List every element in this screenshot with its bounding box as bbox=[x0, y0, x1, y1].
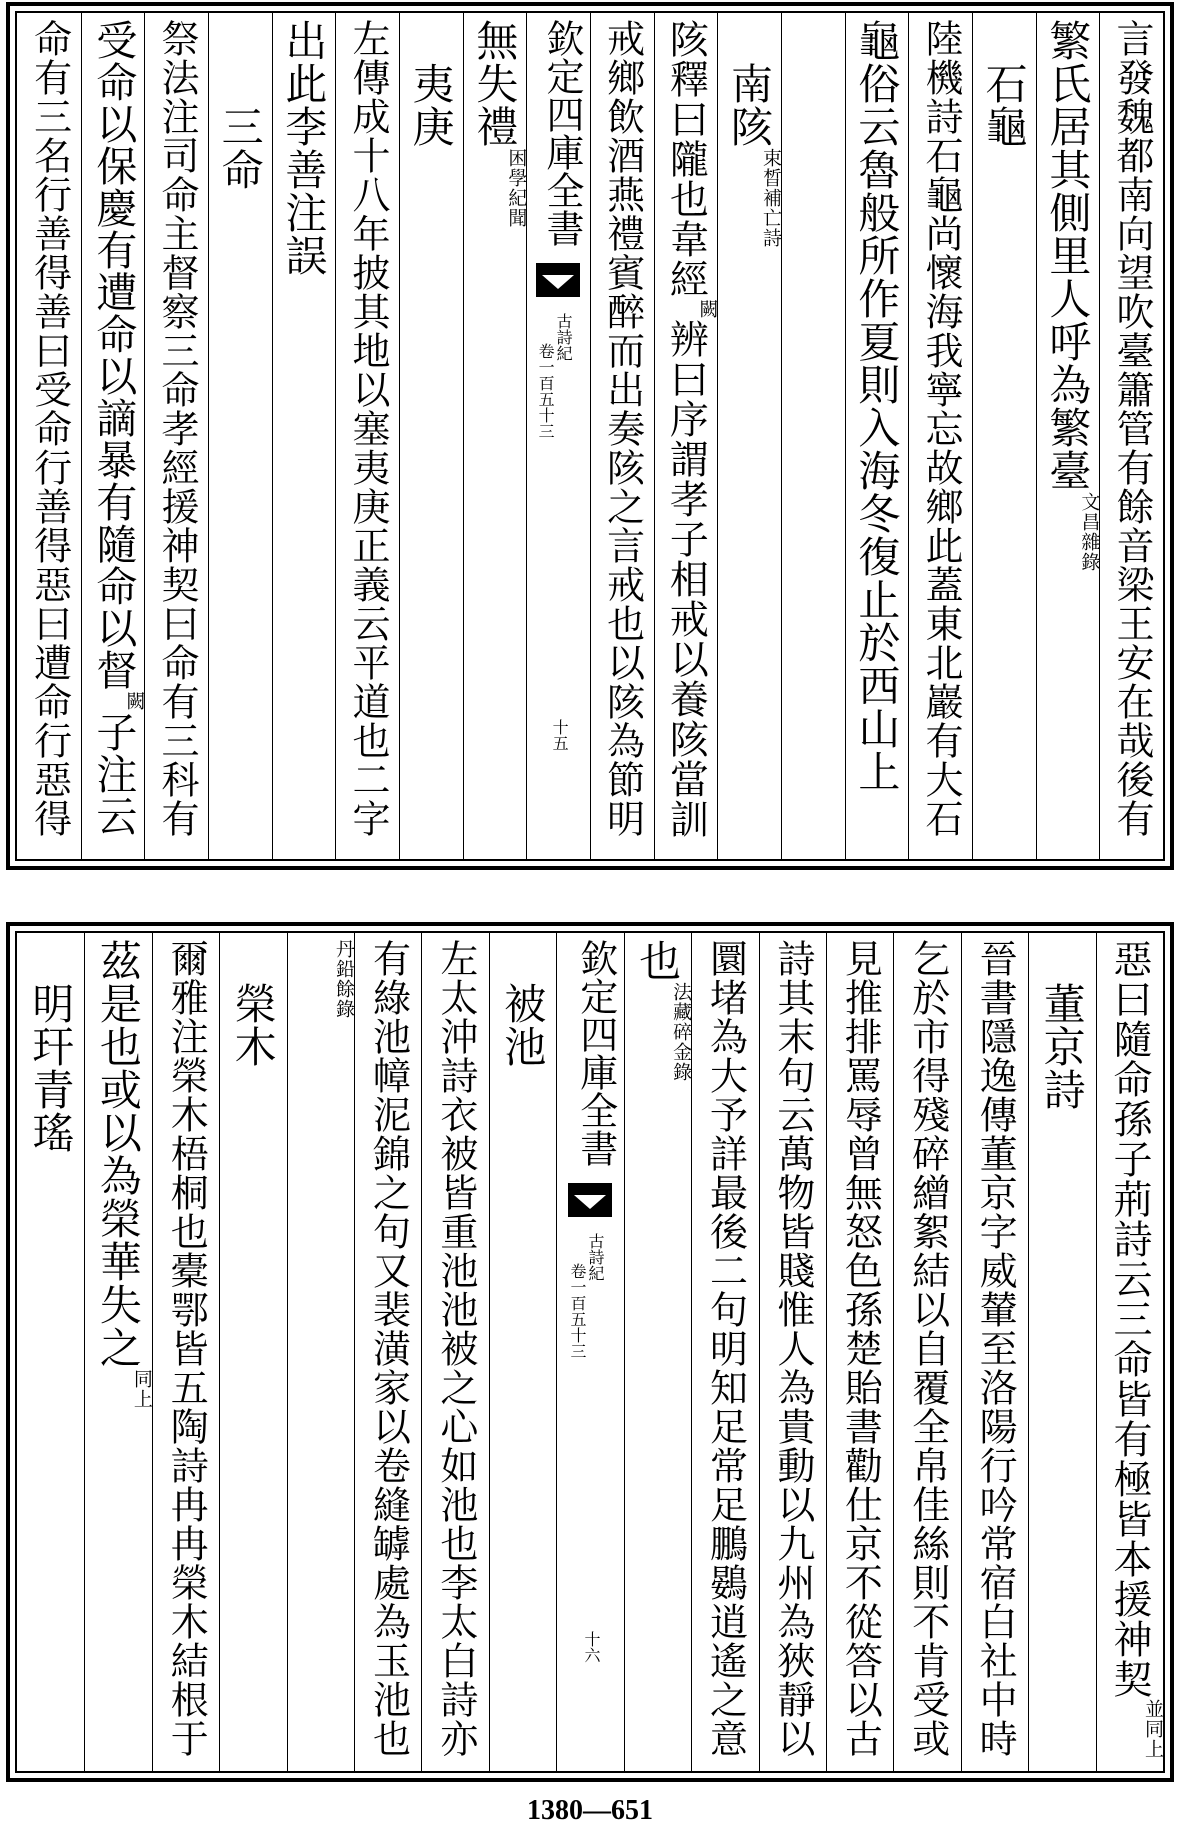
annotation-note: 丹鉛餘錄 bbox=[333, 939, 356, 1019]
column-rule bbox=[1036, 13, 1037, 859]
column-text: 繁氏居其側里人呼為繁臺 bbox=[1043, 19, 1093, 492]
column-text: 石龜 bbox=[979, 19, 1029, 148]
column-rule bbox=[624, 933, 625, 1771]
text-column bbox=[1028, 933, 1095, 1771]
annotation-note: 闕 bbox=[123, 691, 146, 711]
text-column bbox=[556, 933, 623, 1771]
column-text: 乞於市得殘碎繒絮結以自覆全帛佳絲則不肯受或 bbox=[905, 939, 950, 1758]
column-text: 詩其末句云萬物皆賤惟人為貴動以九州為狹靜以 bbox=[770, 939, 815, 1758]
leaf-number: 十六 bbox=[581, 1631, 601, 1663]
column-text-continued: 子注云 bbox=[89, 711, 138, 837]
text-column bbox=[17, 933, 84, 1771]
text-column bbox=[219, 933, 286, 1771]
text-column bbox=[972, 13, 1036, 859]
column-text: 陔釋曰隴也韋經 bbox=[663, 19, 709, 299]
column-rule bbox=[421, 933, 422, 1771]
fishtail-mark-icon bbox=[536, 263, 580, 297]
column-rule bbox=[399, 13, 400, 859]
text-column bbox=[84, 933, 151, 1771]
text-column bbox=[961, 933, 1028, 1771]
top-page-frame bbox=[6, 2, 1174, 870]
column-text-continued: 辨曰序謂孝子相戒以養陔當訓 bbox=[663, 319, 709, 839]
text-column bbox=[826, 933, 893, 1771]
text-column bbox=[489, 933, 556, 1771]
column-rule bbox=[717, 13, 718, 859]
column-text: 左傳成十八年披其地以塞夷庚正義云平道也二字 bbox=[345, 19, 390, 838]
leaf-number: 十五 bbox=[550, 719, 570, 751]
book-name: 古詩紀 bbox=[585, 1233, 605, 1281]
bottom-page-frame bbox=[6, 922, 1174, 1782]
column-rule bbox=[144, 13, 145, 859]
column-rule bbox=[759, 933, 760, 1771]
column-text: 出此李善注誤 bbox=[279, 19, 329, 277]
column-text: 三命 bbox=[215, 19, 265, 191]
column-rule bbox=[84, 933, 85, 1771]
column-rule bbox=[81, 13, 82, 859]
text-column bbox=[272, 13, 336, 859]
column-rule bbox=[781, 13, 782, 859]
text-column bbox=[908, 13, 972, 859]
text-column bbox=[526, 13, 590, 859]
text-column bbox=[421, 933, 488, 1771]
juan-number: 卷一百五十三 bbox=[536, 343, 556, 439]
column-text: 無失禮 bbox=[470, 19, 520, 148]
column-rule bbox=[272, 13, 273, 859]
text-column bbox=[1099, 13, 1163, 859]
column-text: 董京詩 bbox=[1037, 939, 1087, 1111]
column-rule bbox=[1028, 933, 1029, 1771]
text-column bbox=[144, 13, 208, 859]
text-column bbox=[759, 933, 826, 1771]
column-rule bbox=[208, 13, 209, 859]
column-rule bbox=[590, 13, 591, 859]
text-column bbox=[624, 933, 691, 1771]
text-column bbox=[845, 13, 909, 859]
juan-number: 卷一百五十三 bbox=[567, 1263, 587, 1359]
column-text: 戒鄉飲酒燕禮賓醉而出奏陔之言戒也以陔為節明 bbox=[600, 19, 645, 838]
text-column bbox=[893, 933, 960, 1771]
text-column bbox=[781, 13, 845, 859]
column-text: 茲是也或以為榮華失之 bbox=[93, 939, 143, 1369]
bottom-page-inner bbox=[15, 931, 1165, 1773]
column-text: 命有三名行善得善曰受命行善得惡曰遭命行惡得 bbox=[27, 19, 72, 838]
column-text: 祭法注司命主督察三命孝經援神契曰命有三科有 bbox=[154, 19, 199, 838]
text-column bbox=[590, 13, 654, 859]
fishtail-mark-icon bbox=[568, 1183, 612, 1217]
text-column bbox=[717, 13, 781, 859]
column-text: 龜俗云魯般所作夏則入海冬復止於西山上 bbox=[852, 19, 902, 793]
column-rule bbox=[526, 13, 527, 859]
column-text: 言發魏都南向望吹臺簫管有餘音梁王安在哉後有 bbox=[1109, 19, 1154, 838]
column-rule bbox=[556, 933, 557, 1771]
book-title: 欽定四庫全書 bbox=[539, 19, 584, 247]
column-text: 有綠池幛泥錦之句又裴潢家以卷縫罅處為玉池也 bbox=[366, 939, 411, 1758]
column-text: 見推排罵辱曾無怒色孫楚貽書勸仕京不從答以古 bbox=[838, 939, 883, 1758]
text-column bbox=[208, 13, 272, 859]
text-column bbox=[463, 13, 527, 859]
text-column bbox=[17, 13, 81, 859]
column-rule bbox=[972, 13, 973, 859]
column-rule bbox=[335, 13, 336, 859]
column-text: 圜堵為大予詳最後二句明知足常足鵬鷃逍遙之意 bbox=[703, 939, 748, 1758]
text-column bbox=[354, 933, 421, 1771]
text-column bbox=[335, 13, 399, 859]
column-text: 也 bbox=[633, 939, 683, 982]
column-text: 受命以保慶有遭命以謫暴有隨命以督 bbox=[89, 19, 138, 691]
column-text: 晉書隱逸傳董京字威輦至洛陽行吟常宿白社中時 bbox=[973, 939, 1018, 1758]
column-text: 南陔 bbox=[724, 19, 774, 148]
annotation-note: 困學紀聞 bbox=[505, 148, 528, 228]
column-rule bbox=[826, 933, 827, 1771]
annotation-note: 文昌雜錄 bbox=[1078, 492, 1101, 572]
text-column bbox=[399, 13, 463, 859]
annotation-note: 同上 bbox=[130, 1369, 153, 1409]
book-name: 古詩紀 bbox=[554, 313, 574, 361]
column-rule bbox=[489, 933, 490, 1771]
column-text: 爾雅注榮木梧桐也橐鄂皆五陶詩冉冉榮木結根于 bbox=[164, 939, 209, 1758]
annotation-note: 法藏碎金錄 bbox=[670, 982, 693, 1082]
column-rule bbox=[654, 13, 655, 859]
annotation-note: 闕 bbox=[696, 299, 719, 319]
column-text: 夷庚 bbox=[406, 19, 456, 148]
column-text: 榮木 bbox=[228, 939, 278, 1068]
column-rule bbox=[152, 933, 153, 1771]
column-rule bbox=[908, 13, 909, 859]
column-text: 左太沖詩衣被皆重池池被之心如池也李太白詩亦 bbox=[433, 939, 478, 1758]
annotation-note: 束晳補亡詩 bbox=[759, 148, 782, 248]
column-text: 陸機詩石龜尚懷海我寧忘故鄉此蓋東北巖有大石 bbox=[918, 19, 963, 838]
column-text: 明玕青瑤 bbox=[26, 939, 76, 1154]
text-column bbox=[1096, 933, 1163, 1771]
text-column bbox=[81, 13, 145, 859]
text-column bbox=[152, 933, 219, 1771]
column-rule bbox=[1099, 13, 1100, 859]
column-rule bbox=[845, 13, 846, 859]
text-column bbox=[654, 13, 718, 859]
column-rule bbox=[961, 933, 962, 1771]
top-page-inner bbox=[15, 11, 1165, 861]
annotation-note: 並同上 bbox=[1141, 1699, 1164, 1759]
column-text: 被池 bbox=[498, 939, 548, 1068]
column-rule bbox=[1096, 933, 1097, 1771]
text-column bbox=[691, 933, 758, 1771]
column-text: 惡曰隨命孫子荊詩云三命皆有極皆本援神契 bbox=[1106, 939, 1152, 1699]
column-rule bbox=[463, 13, 464, 859]
book-title: 欽定四庫全書 bbox=[573, 939, 618, 1167]
column-rule bbox=[219, 933, 220, 1771]
column-rule bbox=[287, 933, 288, 1771]
column-rule bbox=[893, 933, 894, 1771]
page-number-footer: 1380—651 bbox=[527, 1795, 653, 1826]
text-column bbox=[287, 933, 354, 1771]
column-rule bbox=[354, 933, 355, 1771]
text-column bbox=[1036, 13, 1100, 859]
